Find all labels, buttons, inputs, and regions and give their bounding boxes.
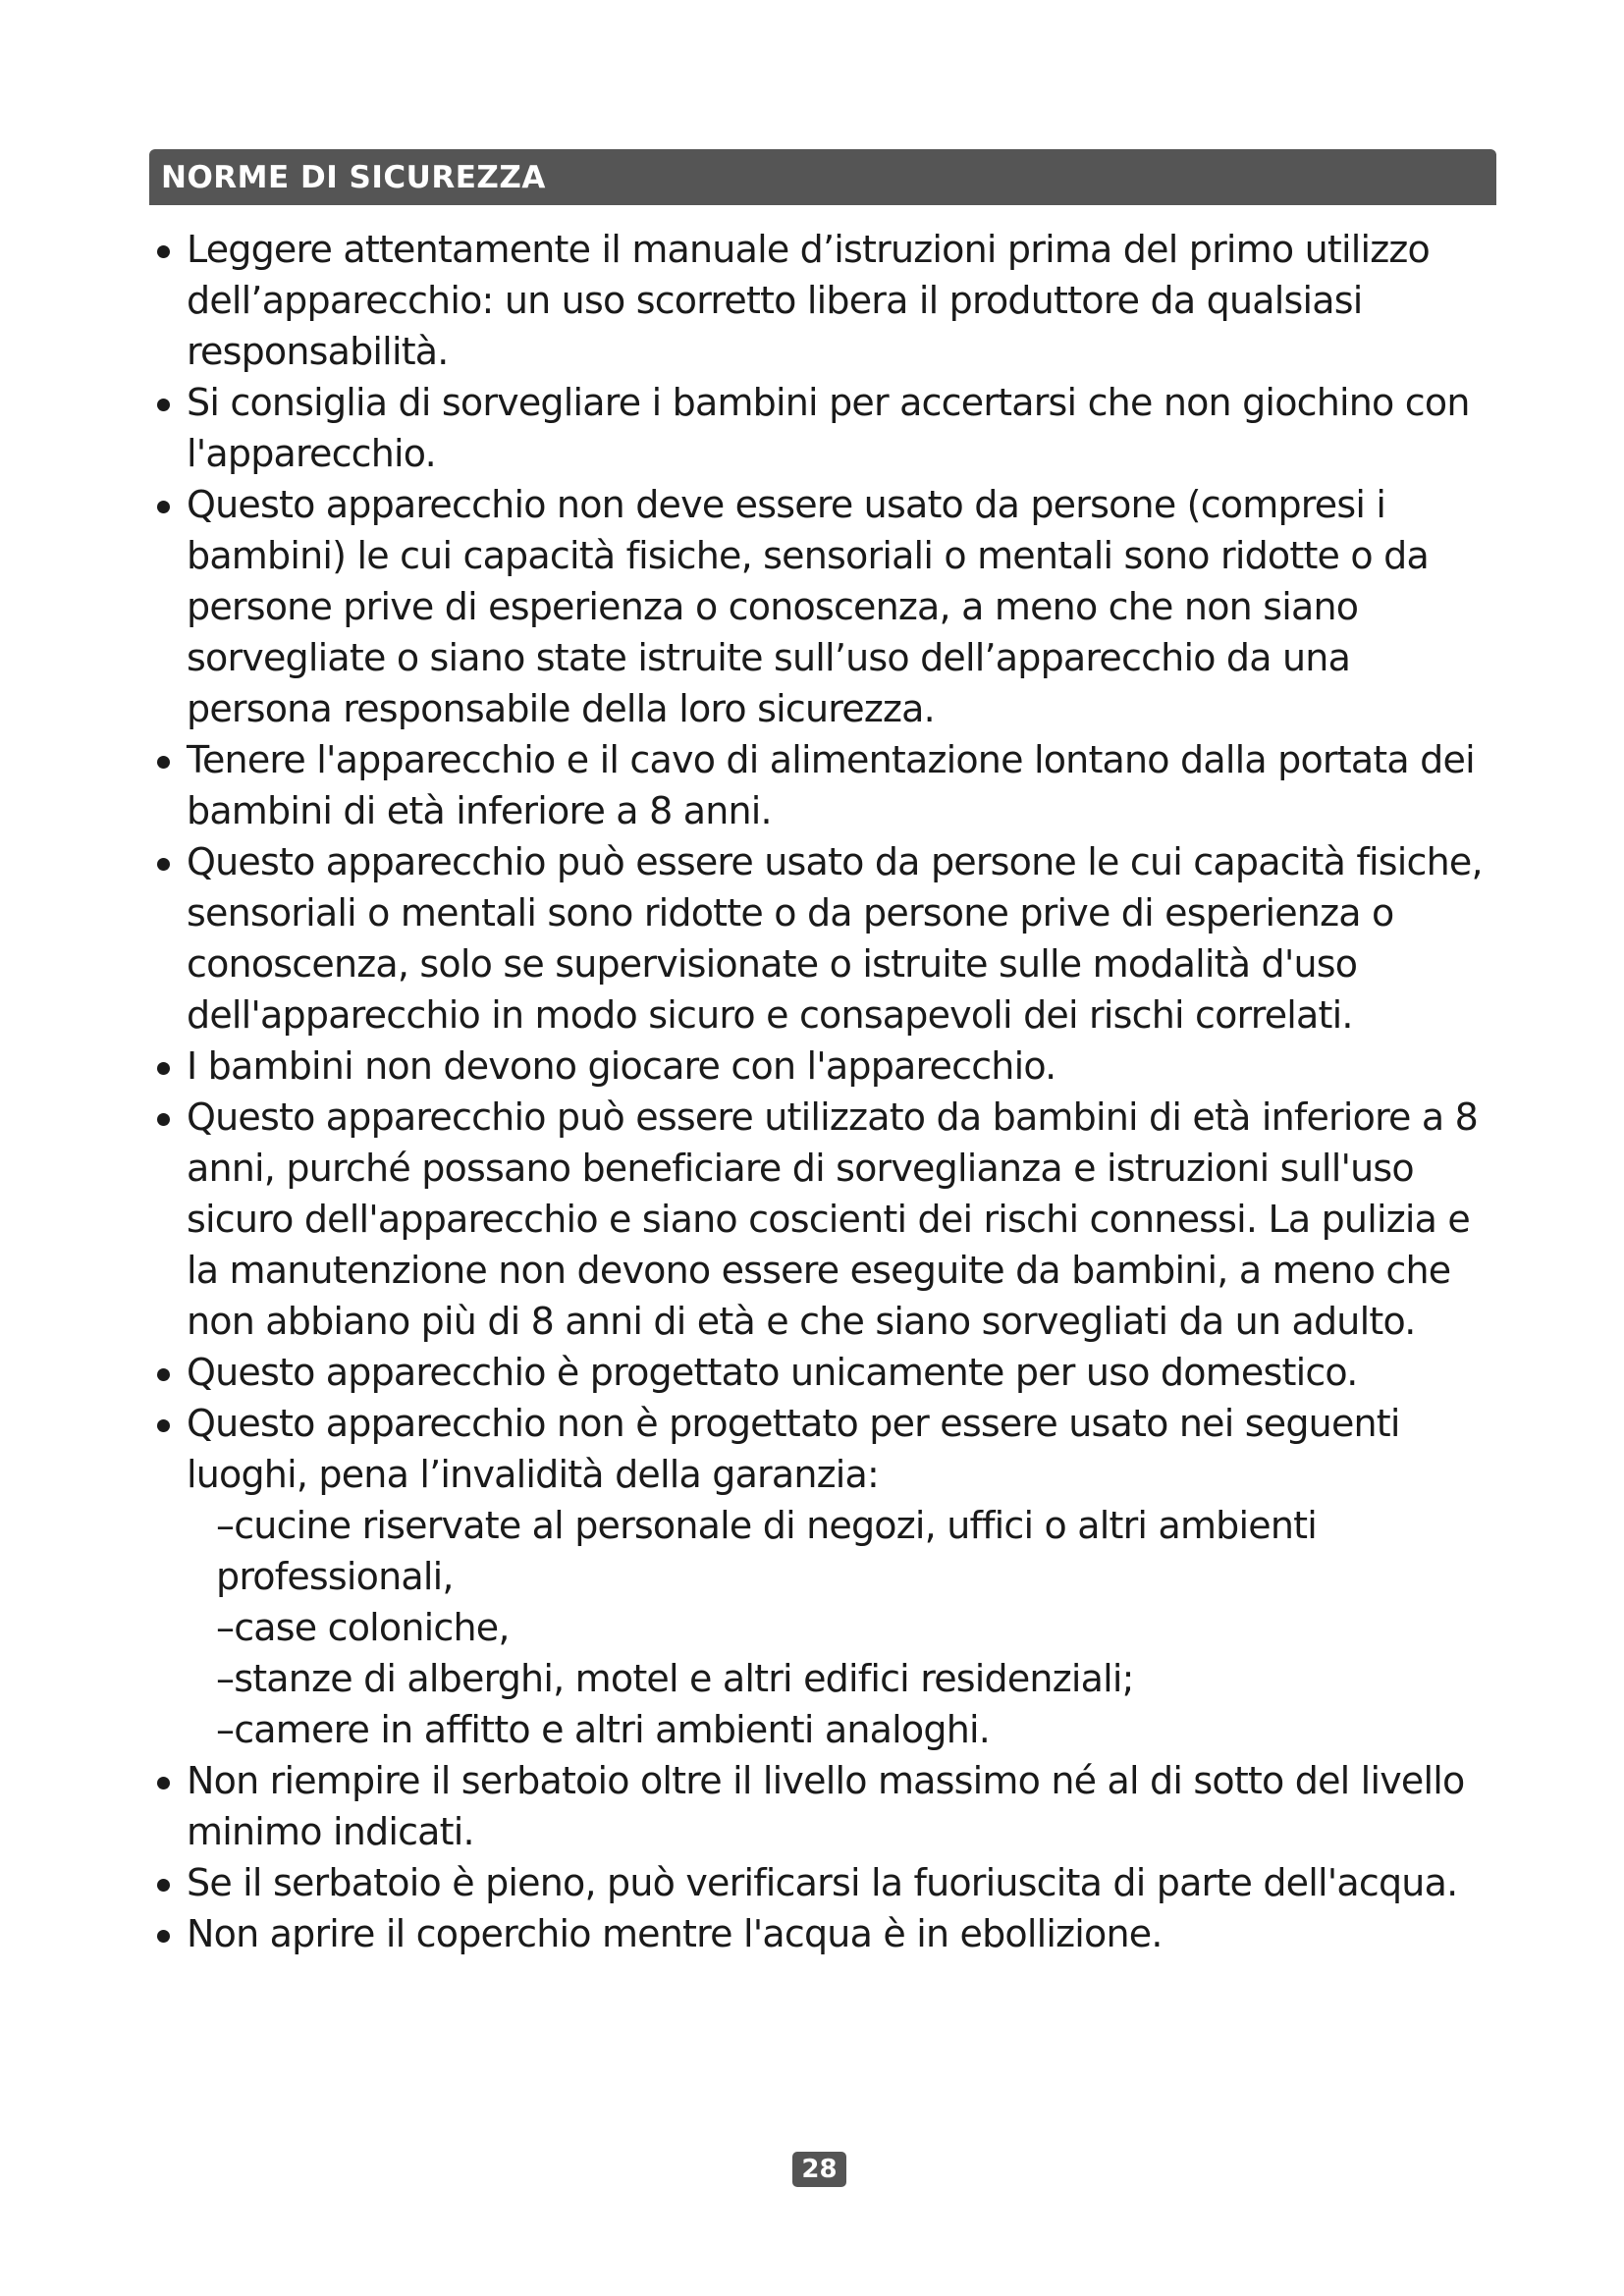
rule-text: Questo apparecchio è progettato unicamente per uso domestico. (187, 1351, 1358, 1394)
rule-text: Questo apparecchio non è progettato per essere usato nei seguenti luoghi, pena l’invalidità della garanzia: (187, 1402, 1400, 1496)
rule-item (149, 1755, 1504, 1857)
rule-text: I bambini non devono giocare con l'apparecchio. (187, 1044, 1056, 1088)
section-header-bar (149, 149, 1496, 205)
rule-item (149, 1092, 1504, 1347)
rule-item (149, 377, 1504, 479)
excluded-place-item: –stanze di alberghi, motel e altri edifici residenziali; (216, 1657, 1134, 1700)
rule-text: Leggere attentamente il manuale d’istruzioni prima del primo utilizzo dell’apparecchio: un uso scorretto libera il produttore da qualsiasi responsabilità. (187, 228, 1430, 373)
rule-item (149, 734, 1504, 836)
rule-text: Se il serbatoio è pieno, può verificarsi la fuoriuscita di parte dell'acqua. (187, 1861, 1458, 1904)
rule-item (149, 1857, 1504, 1908)
rule-item (149, 1908, 1504, 1959)
rule-item (149, 836, 1504, 1041)
safety-rules-content (149, 224, 1504, 1959)
safety-rules-list (149, 224, 1504, 1959)
rule-text: Questo apparecchio può essere utilizzato da bambini di età inferiore a 8 anni, purché possano beneficiare di sorveglianza e istruzioni sull'uso sicuro dell'apparecchio e siano coscienti dei rischi connessi. La pulizia e la manutenzione non devono essere eseguite da bambini, a meno che non abbiano più di 8 anni di età e che siano sorvegliati da un adulto. (187, 1095, 1479, 1343)
rule-item (149, 1398, 1504, 1755)
excluded-place-item: –case coloniche, (216, 1606, 510, 1649)
rule-item (149, 224, 1504, 377)
section-title: NORME DI SICUREZZA (161, 159, 546, 195)
excluded-place-item: –cucine riservate al personale di negozi, uffici o altri ambienti professionali, (216, 1504, 1317, 1598)
rule-text: Non aprire il coperchio mentre l'acqua è in ebollizione. (187, 1912, 1163, 1955)
rule-item (149, 479, 1504, 734)
rule-item (149, 1347, 1504, 1398)
rule-text: Tenere l'apparecchio e il cavo di alimentazione lontano dalla portata dei bambini di età inferiore a 8 anni. (187, 738, 1475, 832)
page-number-badge: 28 (792, 2152, 846, 2187)
rule-text: Non riempire il serbatoio oltre il livello massimo né al di sotto del livello minimo indicati. (187, 1759, 1465, 1853)
excluded-places-list (187, 1500, 1504, 1755)
rule-text: Si consiglia di sorvegliare i bambini per accertarsi che non giochino con l'apparecchio. (187, 381, 1470, 475)
rule-text: Questo apparecchio può essere usato da persone le cui capacità fisiche, sensoriali o mentali sono ridotte o da persone prive di esperienza o conoscenza, solo se supervisionate o istruite sulle modalità d'uso dell'apparecchio in modo sicuro e consapevoli dei rischi correlati. (187, 840, 1483, 1037)
rule-item (149, 1041, 1504, 1092)
excluded-place-item: –camere in affitto e altri ambienti analoghi. (216, 1708, 991, 1751)
rule-text: Questo apparecchio non deve essere usato da persone (compresi i bambini) le cui capacità fisiche, sensoriali o mentali sono ridotte o da persone prive di esperienza o conoscenza, a meno che non siano sorvegliate o siano state istruite sull’uso dell’apparecchio da una persona responsabile della loro sicurezza. (187, 483, 1429, 730)
